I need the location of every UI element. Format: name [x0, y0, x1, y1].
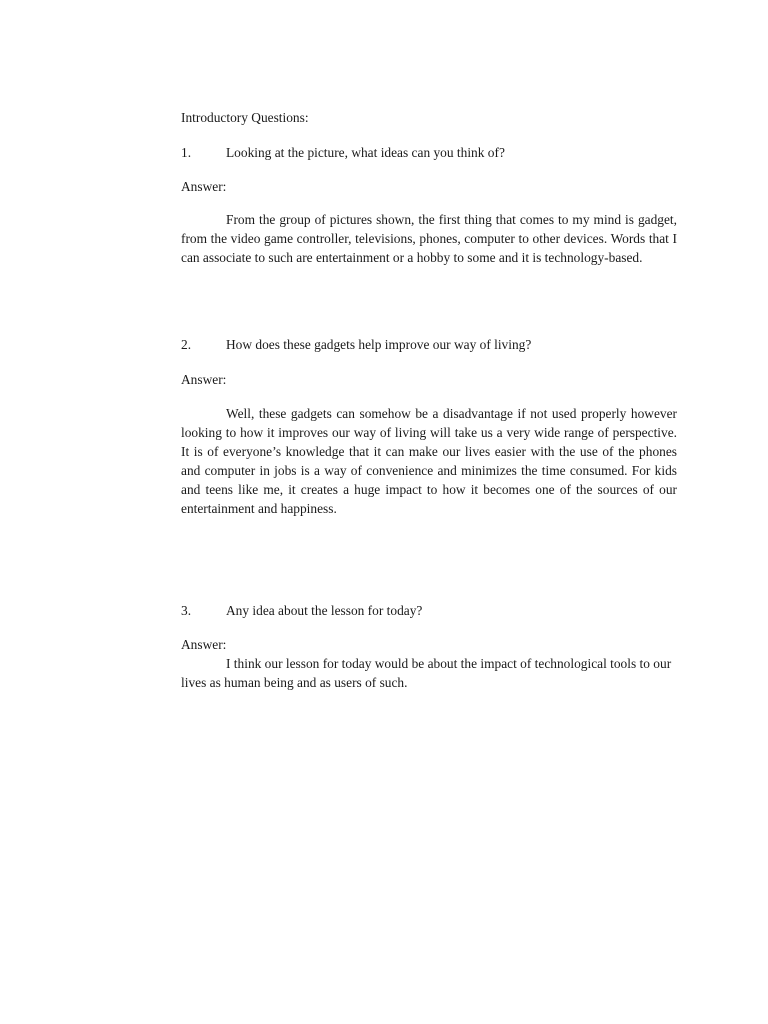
- document-heading: Introductory Questions:: [181, 110, 309, 125]
- question-number: 3.: [181, 603, 192, 618]
- answer-label: Answer:: [181, 637, 227, 652]
- question-text: Looking at the picture, what ideas can you think of?: [226, 145, 505, 160]
- answer-label: Answer:: [181, 372, 227, 387]
- answer-paragraph: Well, these gadgets can somehow be a disadvantage if not used properly however looking to how it improves our way of living will take us a very wide range of perspective. It is of everyone’s knowledge that it can make our lives easier with the use of the phones and computer in jobs is a way of convenience and minimizes the time consumed. For kids and teens like me, it creates a huge impact to how it becomes one of the sources of our entertainment and happiness.: [181, 406, 677, 516]
- answer-label: Answer:: [181, 179, 227, 194]
- answer-paragraph: I think our lesson for today would be about the impact of technological tools to our lives as human being and as users of such.: [181, 656, 672, 690]
- question-number: 1.: [181, 145, 192, 160]
- question-text: How does these gadgets help improve our way of living?: [226, 337, 532, 352]
- answer-paragraph: From the group of pictures shown, the first thing that comes to my mind is gadget, from the video game controller, televisions, phones, computer to other devices. Words that I can associate to such are entertainment or a hobby to some and it is technology-based.: [181, 212, 677, 265]
- question-text: Any idea about the lesson for today?: [226, 603, 423, 618]
- question-number: 2.: [181, 337, 192, 352]
